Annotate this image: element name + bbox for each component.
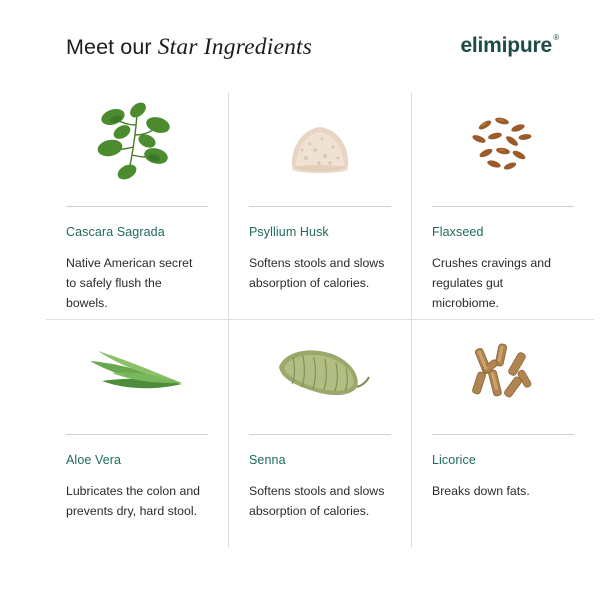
ingredient-card-licorice bbox=[412, 320, 594, 548]
brand-logo bbox=[460, 34, 558, 58]
licorice-root-sticks-icon bbox=[432, 326, 574, 418]
ingredient-description: Softens stools and slows absorption of calories. bbox=[249, 256, 385, 290]
page-title bbox=[66, 34, 312, 60]
ingredients-grid bbox=[46, 92, 562, 548]
flaxseed-seeds-icon bbox=[432, 98, 574, 190]
divider bbox=[432, 206, 574, 207]
brand-logo-text: elimipure bbox=[460, 34, 552, 57]
ingredient-title: Licorice bbox=[432, 453, 476, 467]
ingredient-card-cascara-sagrada bbox=[46, 92, 229, 320]
page-title-emphasis: Star Ingredients bbox=[157, 34, 313, 60]
ingredient-card-senna bbox=[229, 320, 412, 548]
ingredient-description: Breaks down fats. bbox=[432, 484, 530, 498]
cascara-sagrada-leaves-icon bbox=[66, 98, 208, 190]
divider bbox=[66, 434, 208, 435]
senna-pod-icon bbox=[249, 326, 391, 418]
ingredient-description: Lubricates the colon and prevents dry, hard stool. bbox=[66, 484, 200, 518]
header bbox=[66, 34, 558, 74]
ingredient-description: Native American secret to safely flush the bowels. bbox=[66, 256, 193, 310]
ingredient-title: Psyllium Husk bbox=[249, 225, 329, 239]
ingredient-title: Cascara Sagrada bbox=[66, 225, 165, 239]
ingredient-title: Flaxseed bbox=[432, 225, 484, 239]
page-title-plain: Meet our bbox=[66, 35, 158, 59]
aloe-vera-leaves-icon bbox=[66, 326, 208, 418]
ingredient-title: Aloe Vera bbox=[66, 453, 122, 467]
divider bbox=[249, 206, 391, 207]
ingredient-title: Senna bbox=[249, 453, 286, 467]
ingredient-card-aloe-vera bbox=[46, 320, 229, 548]
ingredient-card-psyllium-husk bbox=[229, 92, 412, 320]
registered-trademark-icon: ® bbox=[553, 33, 559, 42]
divider bbox=[432, 434, 574, 435]
ingredient-card-flaxseed bbox=[412, 92, 594, 320]
divider bbox=[66, 206, 208, 207]
divider bbox=[249, 434, 391, 435]
psyllium-husk-powder-icon bbox=[249, 98, 391, 190]
ingredient-description: Softens stools and slows absorption of calories. bbox=[249, 484, 385, 518]
ingredient-description: Crushes cravings and regulates gut microbiome. bbox=[432, 256, 551, 310]
